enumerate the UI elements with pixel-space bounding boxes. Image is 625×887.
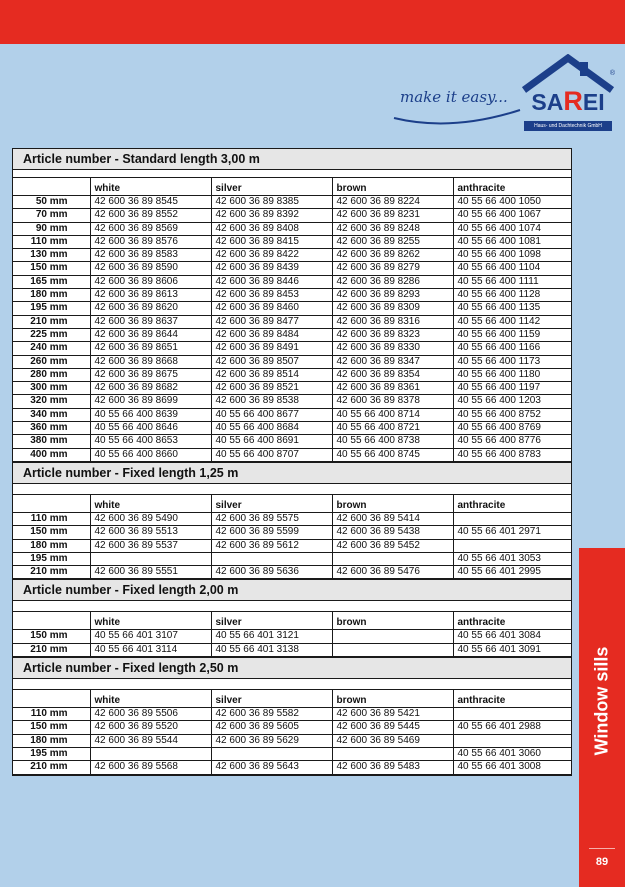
size-cell: 150 mm	[13, 721, 90, 734]
registered-mark: ®	[609, 70, 615, 77]
size-cell: 400 mm	[13, 448, 90, 461]
size-cell: 110 mm	[13, 235, 90, 248]
article-table	[13, 178, 571, 462]
size-cell: 150 mm	[13, 630, 90, 643]
table-row	[13, 643, 571, 656]
table-row	[13, 395, 571, 408]
column-header-white: white	[90, 178, 211, 196]
size-cell: 50 mm	[13, 196, 90, 209]
article-number-cell: 40 55 66 400 1111	[453, 275, 571, 288]
article-number-cell: 42 600 36 89 8514	[211, 368, 332, 381]
article-number-cell: 42 600 36 89 8675	[90, 368, 211, 381]
column-header-anthracite: anthracite	[453, 178, 571, 196]
tagline-swoosh	[392, 104, 522, 128]
article-number-cell: 42 600 36 89 8552	[90, 209, 211, 222]
column-header-brown: brown	[332, 178, 453, 196]
article-number-cell: 40 55 66 401 3008	[453, 761, 571, 774]
article-number-cell: 40 55 66 400 1050	[453, 196, 571, 209]
article-number-tables	[12, 148, 572, 776]
size-cell: 260 mm	[13, 355, 90, 368]
article-number-cell: 40 55 66 401 3084	[453, 630, 571, 643]
table-row	[13, 368, 571, 381]
table-row	[13, 382, 571, 395]
size-cell: 210 mm	[13, 315, 90, 328]
article-number-cell: 42 600 36 89 8354	[332, 368, 453, 381]
table-row	[13, 734, 571, 747]
article-number-cell: 42 600 36 89 5544	[90, 734, 211, 747]
section-title: Article number - Standard length 3,00 m	[13, 149, 571, 170]
logo-subtitle: Haus- und Dachtechnik GmbH	[524, 121, 612, 131]
article-number-cell: 42 600 36 89 8637	[90, 315, 211, 328]
table-row	[13, 512, 571, 525]
article-number-cell: 42 600 36 89 8576	[90, 235, 211, 248]
article-number-cell: 40 55 66 400 8745	[332, 448, 453, 461]
article-number-cell: 42 600 36 89 8385	[211, 196, 332, 209]
article-number-cell: 42 600 36 89 5537	[90, 539, 211, 552]
column-header-brown: brown	[332, 612, 453, 630]
column-header-brown: brown	[332, 495, 453, 513]
table-row	[13, 708, 571, 721]
size-cell: 195 mm	[13, 552, 90, 565]
article-number-cell: 40 55 66 401 3114	[90, 643, 211, 656]
article-table	[13, 690, 571, 774]
article-number-cell: 42 600 36 89 8330	[332, 342, 453, 355]
side-divider	[589, 848, 615, 849]
article-number-cell: 40 55 66 400 8783	[453, 448, 571, 461]
table-row	[13, 315, 571, 328]
size-cell: 180 mm	[13, 289, 90, 302]
article-number-cell: 42 600 36 89 8569	[90, 222, 211, 235]
article-number-cell: 40 55 66 400 8752	[453, 408, 571, 421]
table-row	[13, 539, 571, 552]
table-row	[13, 408, 571, 421]
table-row	[13, 552, 571, 565]
table-row	[13, 435, 571, 448]
column-header-silver: silver	[211, 495, 332, 513]
size-cell: 180 mm	[13, 734, 90, 747]
article-number-cell: 42 600 36 89 5636	[211, 566, 332, 579]
article-number-cell: 40 55 66 400 1067	[453, 209, 571, 222]
article-number-cell: 42 600 36 89 8316	[332, 315, 453, 328]
column-header-anthracite: anthracite	[453, 690, 571, 708]
article-number-cell: 42 600 36 89 8224	[332, 196, 453, 209]
table-row	[13, 235, 571, 248]
header-cell-empty	[13, 178, 90, 196]
article-number-cell: 40 55 66 401 2971	[453, 526, 571, 539]
table-row	[13, 630, 571, 643]
table-row	[13, 302, 571, 315]
article-number-cell: 40 55 66 400 1180	[453, 368, 571, 381]
article-number-cell: 42 600 36 89 8521	[211, 382, 332, 395]
column-header-white: white	[90, 690, 211, 708]
table-row	[13, 761, 571, 774]
article-number-cell: 42 600 36 89 5575	[211, 512, 332, 525]
article-number-cell: 42 600 36 89 8477	[211, 315, 332, 328]
size-cell: 165 mm	[13, 275, 90, 288]
article-number-cell: 40 55 66 400 8707	[211, 448, 332, 461]
logo-wordmark: SAREI	[531, 86, 605, 116]
article-number-cell	[453, 539, 571, 552]
size-cell: 360 mm	[13, 422, 90, 435]
article-number-cell: 42 600 36 89 8538	[211, 395, 332, 408]
size-cell: 225 mm	[13, 328, 90, 341]
article-number-cell: 42 600 36 89 5421	[332, 708, 453, 721]
article-number-cell: 40 55 66 400 1128	[453, 289, 571, 302]
article-number-cell: 42 600 36 89 5520	[90, 721, 211, 734]
size-cell: 195 mm	[13, 747, 90, 760]
article-number-cell: 42 600 36 89 8590	[90, 262, 211, 275]
article-number-cell: 42 600 36 89 5490	[90, 512, 211, 525]
column-header-anthracite: anthracite	[453, 495, 571, 513]
article-number-cell: 40 55 66 400 1173	[453, 355, 571, 368]
article-number-cell: 42 600 36 89 5551	[90, 566, 211, 579]
article-number-cell: 42 600 36 89 5506	[90, 708, 211, 721]
column-header-silver: silver	[211, 612, 332, 630]
table-row	[13, 249, 571, 262]
size-cell: 70 mm	[13, 209, 90, 222]
table-row	[13, 262, 571, 275]
section-spacer	[13, 484, 571, 495]
article-number-cell: 42 600 36 89 8651	[90, 342, 211, 355]
size-cell: 195 mm	[13, 302, 90, 315]
table-row	[13, 196, 571, 209]
article-number-cell: 40 55 66 400 8691	[211, 435, 332, 448]
table-row	[13, 342, 571, 355]
article-number-cell: 40 55 66 401 3121	[211, 630, 332, 643]
article-number-cell: 40 55 66 401 3053	[453, 552, 571, 565]
article-number-cell: 42 600 36 89 8668	[90, 355, 211, 368]
table-row	[13, 289, 571, 302]
article-number-cell: 42 600 36 89 5612	[211, 539, 332, 552]
header-cell-empty	[13, 690, 90, 708]
article-number-cell	[211, 747, 332, 760]
article-number-cell: 40 55 66 400 8769	[453, 422, 571, 435]
article-number-cell: 42 600 36 89 5445	[332, 721, 453, 734]
article-number-cell: 42 600 36 89 5513	[90, 526, 211, 539]
table-row	[13, 209, 571, 222]
section-spacer	[13, 679, 571, 690]
article-number-cell: 42 600 36 89 5582	[211, 708, 332, 721]
article-number-cell	[332, 747, 453, 760]
table-header-row	[13, 690, 571, 708]
size-cell: 240 mm	[13, 342, 90, 355]
size-cell: 280 mm	[13, 368, 90, 381]
side-tab	[579, 548, 625, 887]
article-number-cell: 42 600 36 89 8545	[90, 196, 211, 209]
side-tab-label: Window sills	[591, 646, 612, 755]
section-title: Article number - Fixed length 1,25 m	[13, 462, 571, 484]
size-cell: 180 mm	[13, 539, 90, 552]
article-number-cell	[453, 708, 571, 721]
column-header-silver: silver	[211, 178, 332, 196]
tagline: make it easy...	[400, 88, 508, 106]
section-title: Article number - Fixed length 2,00 m	[13, 579, 571, 601]
table-row	[13, 526, 571, 539]
article-number-cell	[453, 512, 571, 525]
article-number-cell: 42 600 36 89 5469	[332, 734, 453, 747]
article-number-cell: 42 600 36 89 5438	[332, 526, 453, 539]
section-spacer	[13, 170, 571, 178]
article-number-cell: 42 600 36 89 8606	[90, 275, 211, 288]
section-title: Article number - Fixed length 2,50 m	[13, 657, 571, 679]
article-number-cell: 42 600 36 89 8422	[211, 249, 332, 262]
article-number-cell: 42 600 36 89 8460	[211, 302, 332, 315]
size-cell: 110 mm	[13, 512, 90, 525]
article-number-cell: 42 600 36 89 8361	[332, 382, 453, 395]
article-number-cell: 42 600 36 89 8309	[332, 302, 453, 315]
article-number-cell: 40 55 66 400 1074	[453, 222, 571, 235]
article-number-cell: 42 600 36 89 8248	[332, 222, 453, 235]
article-number-cell: 40 55 66 400 1166	[453, 342, 571, 355]
table-row	[13, 222, 571, 235]
size-cell: 300 mm	[13, 382, 90, 395]
article-number-cell: 40 55 66 400 1104	[453, 262, 571, 275]
article-number-cell: 42 600 36 89 8453	[211, 289, 332, 302]
article-number-cell: 40 55 66 400 1081	[453, 235, 571, 248]
article-number-cell: 42 600 36 89 5599	[211, 526, 332, 539]
article-number-cell: 42 600 36 89 8613	[90, 289, 211, 302]
article-number-cell: 42 600 36 89 8484	[211, 328, 332, 341]
article-number-cell: 42 600 36 89 5568	[90, 761, 211, 774]
table-row	[13, 721, 571, 734]
article-number-cell: 40 55 66 400 8660	[90, 448, 211, 461]
size-cell: 210 mm	[13, 643, 90, 656]
size-cell: 110 mm	[13, 708, 90, 721]
article-number-cell: 40 55 66 400 8646	[90, 422, 211, 435]
table-header-row	[13, 178, 571, 196]
article-number-cell: 42 600 36 89 8231	[332, 209, 453, 222]
table-row	[13, 566, 571, 579]
article-number-cell: 42 600 36 89 8491	[211, 342, 332, 355]
article-number-cell: 40 55 66 400 8639	[90, 408, 211, 421]
table-row	[13, 448, 571, 461]
article-number-cell: 42 600 36 89 8415	[211, 235, 332, 248]
article-number-cell: 40 55 66 400 1135	[453, 302, 571, 315]
table-header-row	[13, 612, 571, 630]
article-number-cell: 40 55 66 400 8714	[332, 408, 453, 421]
article-number-cell: 42 600 36 89 8620	[90, 302, 211, 315]
article-number-cell: 40 55 66 400 8684	[211, 422, 332, 435]
article-number-cell: 42 600 36 89 8286	[332, 275, 453, 288]
article-number-cell: 42 600 36 89 5643	[211, 761, 332, 774]
article-number-cell	[332, 552, 453, 565]
article-number-cell: 42 600 36 89 8699	[90, 395, 211, 408]
article-number-cell: 42 600 36 89 8262	[332, 249, 453, 262]
article-number-cell: 42 600 36 89 8347	[332, 355, 453, 368]
header-cell-empty	[13, 495, 90, 513]
article-number-cell	[332, 643, 453, 656]
article-number-cell: 40 55 66 400 1203	[453, 395, 571, 408]
article-number-cell: 42 600 36 89 5629	[211, 734, 332, 747]
table-row	[13, 355, 571, 368]
article-number-cell: 42 600 36 89 8644	[90, 328, 211, 341]
article-table	[13, 495, 571, 579]
article-number-cell: 42 600 36 89 5605	[211, 721, 332, 734]
size-cell: 340 mm	[13, 408, 90, 421]
article-number-cell: 40 55 66 400 8653	[90, 435, 211, 448]
table-row	[13, 328, 571, 341]
article-number-cell: 40 55 66 401 3138	[211, 643, 332, 656]
article-number-cell: 40 55 66 401 2995	[453, 566, 571, 579]
column-header-brown: brown	[332, 690, 453, 708]
article-number-cell: 42 600 36 89 8293	[332, 289, 453, 302]
article-number-cell: 40 55 66 400 1159	[453, 328, 571, 341]
column-header-white: white	[90, 612, 211, 630]
article-number-cell: 40 55 66 401 3060	[453, 747, 571, 760]
article-number-cell: 42 600 36 89 8583	[90, 249, 211, 262]
article-number-cell: 42 600 36 89 8323	[332, 328, 453, 341]
page-number: 89	[595, 856, 609, 868]
article-number-cell: 42 600 36 89 8392	[211, 209, 332, 222]
article-number-cell: 42 600 36 89 8408	[211, 222, 332, 235]
article-number-cell	[211, 552, 332, 565]
size-cell: 150 mm	[13, 262, 90, 275]
article-number-cell: 40 55 66 400 1098	[453, 249, 571, 262]
article-number-cell: 40 55 66 401 2988	[453, 721, 571, 734]
article-number-cell: 40 55 66 400 8738	[332, 435, 453, 448]
article-number-cell: 42 600 36 89 5483	[332, 761, 453, 774]
section-spacer	[13, 601, 571, 612]
size-cell: 150 mm	[13, 526, 90, 539]
sarei-logo	[518, 54, 618, 134]
article-number-cell: 40 55 66 400 8776	[453, 435, 571, 448]
article-number-cell	[90, 552, 211, 565]
size-cell: 210 mm	[13, 566, 90, 579]
article-number-cell	[332, 630, 453, 643]
size-cell: 130 mm	[13, 249, 90, 262]
article-number-cell: 42 600 36 89 8279	[332, 262, 453, 275]
article-number-cell: 42 600 36 89 5452	[332, 539, 453, 552]
header-cell-empty	[13, 612, 90, 630]
article-number-cell: 42 600 36 89 8507	[211, 355, 332, 368]
table-row	[13, 275, 571, 288]
size-cell: 90 mm	[13, 222, 90, 235]
article-number-cell: 42 600 36 89 5476	[332, 566, 453, 579]
article-number-cell: 42 600 36 89 8255	[332, 235, 453, 248]
article-number-cell: 40 55 66 400 8677	[211, 408, 332, 421]
article-number-cell: 40 55 66 401 3107	[90, 630, 211, 643]
table-row	[13, 747, 571, 760]
article-number-cell: 40 55 66 400 1142	[453, 315, 571, 328]
article-number-cell	[453, 734, 571, 747]
article-number-cell: 40 55 66 400 1197	[453, 382, 571, 395]
column-header-anthracite: anthracite	[453, 612, 571, 630]
article-number-cell	[90, 747, 211, 760]
article-table	[13, 612, 571, 657]
column-header-silver: silver	[211, 690, 332, 708]
article-number-cell: 42 600 36 89 5414	[332, 512, 453, 525]
article-number-cell: 40 55 66 401 3091	[453, 643, 571, 656]
article-number-cell: 42 600 36 89 8446	[211, 275, 332, 288]
article-number-cell: 42 600 36 89 8682	[90, 382, 211, 395]
article-number-cell: 42 600 36 89 8439	[211, 262, 332, 275]
table-row	[13, 422, 571, 435]
top-red-bar	[0, 0, 625, 44]
size-cell: 320 mm	[13, 395, 90, 408]
article-number-cell: 42 600 36 89 8378	[332, 395, 453, 408]
size-cell: 210 mm	[13, 761, 90, 774]
column-header-white: white	[90, 495, 211, 513]
size-cell: 380 mm	[13, 435, 90, 448]
table-header-row	[13, 495, 571, 513]
article-number-cell: 40 55 66 400 8721	[332, 422, 453, 435]
